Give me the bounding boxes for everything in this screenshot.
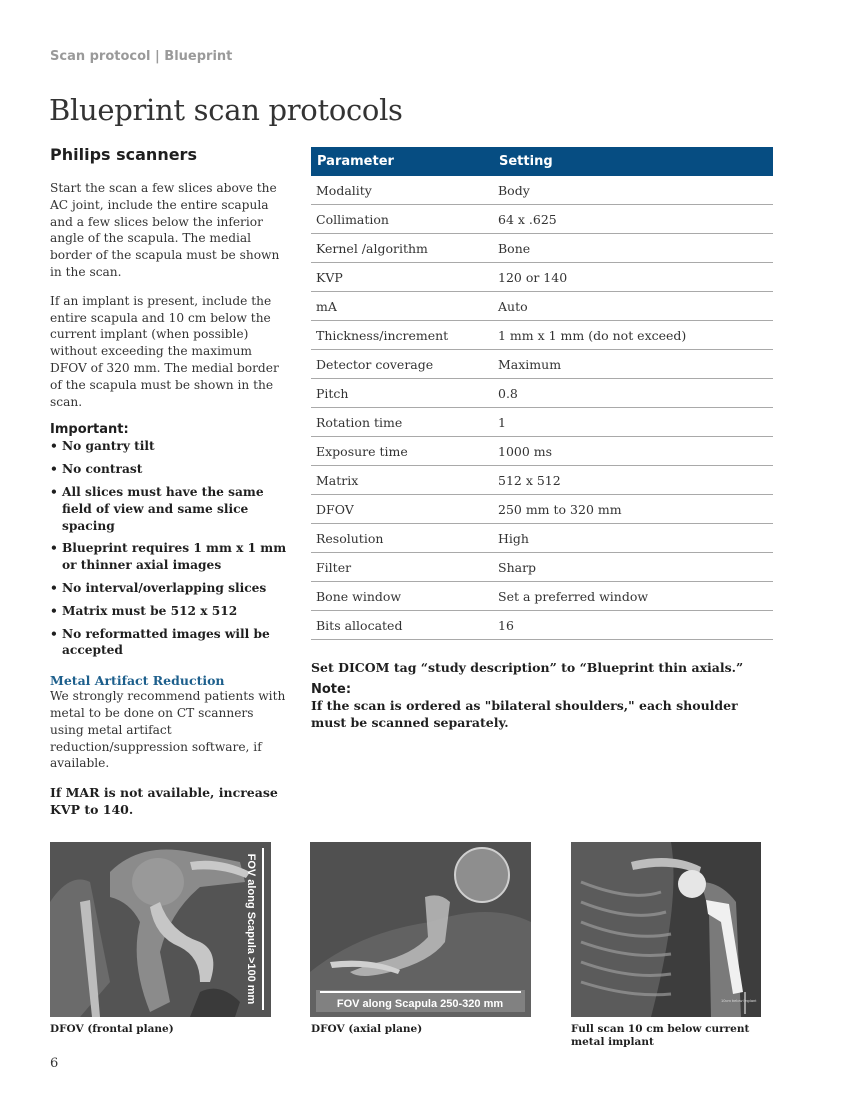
axial-plane-image bbox=[310, 842, 531, 1017]
table-row bbox=[311, 292, 773, 321]
axial-fov-label: FOV along Scapula 250-320 mm bbox=[336, 998, 504, 1010]
table-row bbox=[311, 176, 773, 205]
parameter-cell: Kernel /algorithm bbox=[311, 234, 493, 263]
setting-cell: Auto bbox=[493, 292, 773, 321]
parameter-cell: Matrix bbox=[311, 466, 493, 495]
table-row bbox=[311, 495, 773, 524]
parameter-cell: Exposure time bbox=[311, 437, 493, 466]
frontal-ct-illustration bbox=[50, 842, 271, 1017]
implant-distance-label: 10cm below implant bbox=[721, 998, 757, 1003]
table-row bbox=[311, 437, 773, 466]
implant-paragraph: If an implant is present, include the entire scapula and 10 cm below the current implant (when possible) without exceeding the maximum DFOV of 320 mm. The medial border of the scapula must be shown in the scan. bbox=[50, 293, 279, 409]
parameter-cell: Rotation time bbox=[311, 408, 493, 437]
parameter-cell: Bone window bbox=[311, 582, 493, 611]
table-row bbox=[311, 524, 773, 553]
frontal-plane-image bbox=[50, 842, 271, 1017]
list-item: • No contrast bbox=[50, 461, 290, 478]
frontal-fov-label: FOV along Scapula >100 mm bbox=[245, 853, 257, 1005]
list-item: • No reformatted images will be accepted bbox=[50, 626, 290, 660]
axial-caption: DFOV (axial plane) bbox=[311, 1023, 423, 1035]
implant-xray-image bbox=[571, 842, 761, 1017]
setting-cell: High bbox=[493, 524, 773, 553]
parameter-cell: Filter bbox=[311, 553, 493, 582]
setting-cell: 250 mm to 320 mm bbox=[493, 495, 773, 524]
setting-cell: 1000 ms bbox=[493, 437, 773, 466]
parameter-cell: mA bbox=[311, 292, 493, 321]
parameter-cell: Resolution bbox=[311, 524, 493, 553]
table-row bbox=[311, 582, 773, 611]
parameter-cell: Modality bbox=[311, 176, 493, 205]
list-item: • All slices must have the same field of view and same slice spacing bbox=[50, 484, 290, 534]
parameter-cell: Bits allocated bbox=[311, 611, 493, 640]
setting-cell: Sharp bbox=[493, 553, 773, 582]
setting-cell: 64 x .625 bbox=[493, 205, 773, 234]
table-notes bbox=[311, 660, 773, 731]
parameters-table bbox=[311, 147, 773, 640]
note-text: If the scan is ordered as "bilateral shoulders," each shoulder must be scanned separately. bbox=[311, 698, 738, 730]
section-heading: Philips scanners bbox=[50, 145, 197, 164]
page-number: 6 bbox=[50, 1056, 59, 1071]
mar-heading: Metal Artifact Reduction bbox=[50, 673, 225, 689]
page-title: Blueprint scan protocols bbox=[49, 93, 403, 127]
list-item: • Blueprint requires 1 mm x 1 mm or thinner axial images bbox=[50, 540, 290, 574]
mar-fallback-note: If MAR is not available, increase KVP to 140. bbox=[50, 785, 278, 818]
requirements-list bbox=[50, 438, 290, 659]
table-row bbox=[311, 466, 773, 495]
parameters-table-container bbox=[311, 147, 773, 640]
header-parameter: Parameter bbox=[311, 147, 493, 176]
parameter-cell: Collimation bbox=[311, 205, 493, 234]
setting-cell: 512 x 512 bbox=[493, 466, 773, 495]
setting-cell: Maximum bbox=[493, 350, 773, 379]
table-row bbox=[311, 234, 773, 263]
setting-cell: 120 or 140 bbox=[493, 263, 773, 292]
list-item: • No interval/overlapping slices bbox=[50, 580, 290, 597]
parameter-cell: Pitch bbox=[311, 379, 493, 408]
left-column bbox=[50, 145, 290, 818]
parameter-cell: DFOV bbox=[311, 495, 493, 524]
table-row bbox=[311, 205, 773, 234]
table-row bbox=[311, 408, 773, 437]
table-row bbox=[311, 611, 773, 640]
header-setting: Setting bbox=[493, 147, 773, 176]
list-item: • No gantry tilt bbox=[50, 438, 290, 455]
setting-cell: Bone bbox=[493, 234, 773, 263]
setting-cell: 1 mm x 1 mm (do not exceed) bbox=[493, 321, 773, 350]
setting-cell: 1 bbox=[493, 408, 773, 437]
table-row bbox=[311, 350, 773, 379]
parameter-cell: Detector coverage bbox=[311, 350, 493, 379]
dicom-instruction: Set DICOM tag “study description” to “Blueprint thin axials.” bbox=[311, 660, 744, 675]
setting-cell: Body bbox=[493, 176, 773, 205]
table-row bbox=[311, 263, 773, 292]
intro-paragraph: Start the scan a few slices above the AC joint, include the entire scapula and a few slices below the inferior angle of the scapula. The medial border of the scapula must be shown in the scan. bbox=[50, 181, 280, 279]
parameter-cell: KVP bbox=[311, 263, 493, 292]
table-row bbox=[311, 321, 773, 350]
axial-ct-illustration bbox=[310, 842, 531, 1017]
list-item: • Matrix must be 512 x 512 bbox=[50, 603, 290, 620]
mar-paragraph: We strongly recommend patients with metal to be done on CT scanners using metal artifact reduction/suppression software, if available. bbox=[50, 689, 286, 771]
table-row bbox=[311, 379, 773, 408]
parameter-cell: Thickness/increment bbox=[311, 321, 493, 350]
table-header-row bbox=[311, 147, 773, 176]
setting-cell: 0.8 bbox=[493, 379, 773, 408]
table-row bbox=[311, 553, 773, 582]
important-heading: Important: bbox=[50, 422, 129, 438]
frontal-caption: DFOV (frontal plane) bbox=[50, 1023, 174, 1035]
running-head: Scan protocol | Blueprint bbox=[50, 49, 233, 64]
note-heading: Note: bbox=[311, 682, 352, 697]
implant-caption: Full scan 10 cm below current metal implant bbox=[571, 1023, 750, 1048]
implant-xray-illustration bbox=[571, 842, 761, 1017]
setting-cell: 16 bbox=[493, 611, 773, 640]
setting-cell: Set a preferred window bbox=[493, 582, 773, 611]
